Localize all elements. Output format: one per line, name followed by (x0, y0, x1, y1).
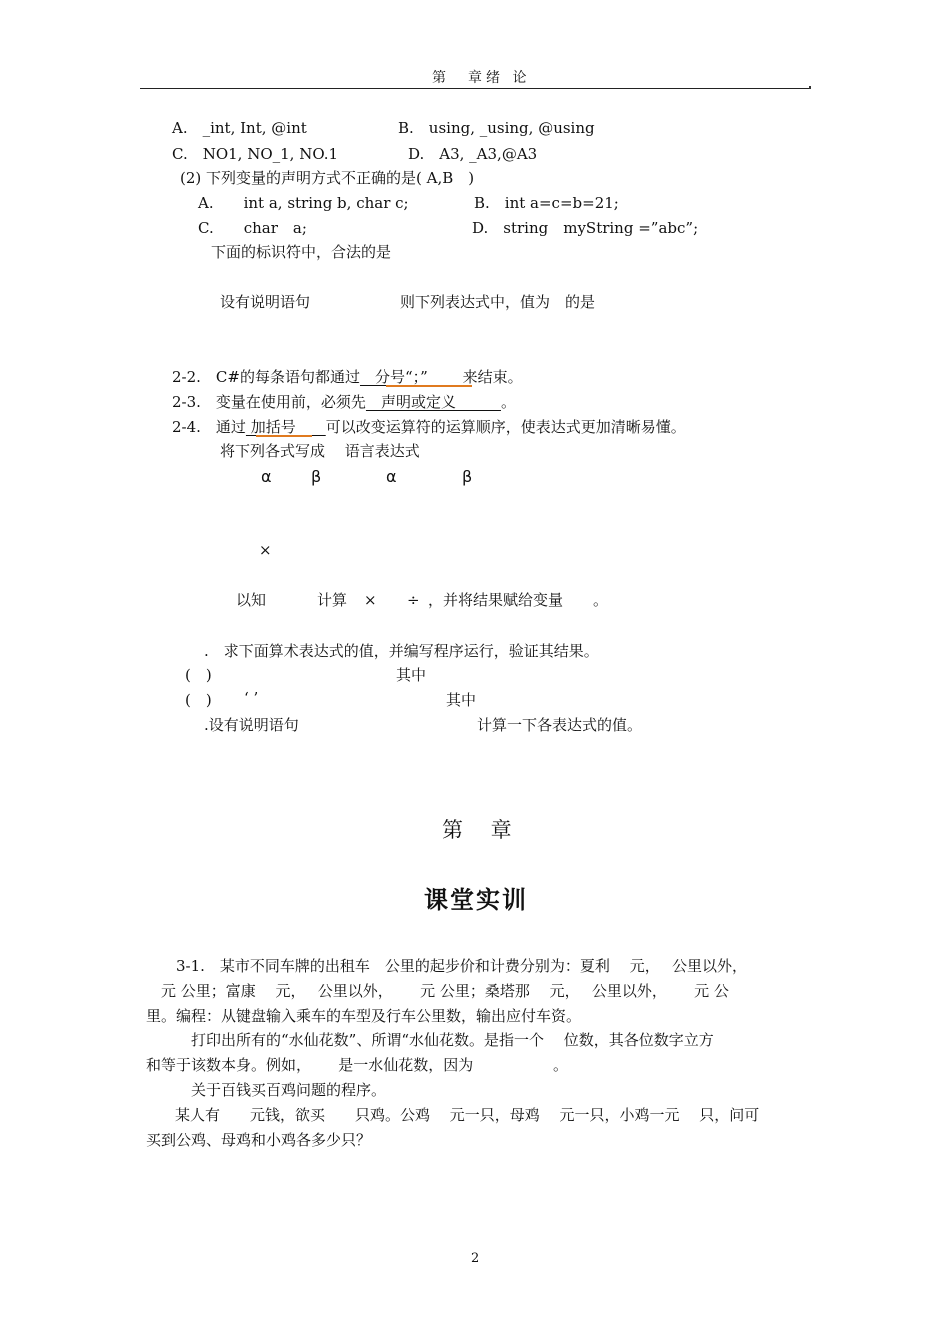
fill-2-4-suffix: 可以改变运算符的运算顺序，使表达式更加清晰易懂。 (325, 418, 686, 436)
fill-2-4 (172, 418, 686, 436)
q2-option-c: C. char a; (198, 219, 307, 237)
fill-2-2-suffix: 来结束。 (462, 368, 523, 386)
fill-2-4-answer: 加括号 (245, 418, 326, 436)
q2-option-a: A. int a, string b, char c; (198, 194, 409, 212)
eval-part-1: ( ) (185, 666, 212, 684)
chapter-label: 第 章 (442, 818, 512, 842)
q1-option-b: B. using, _using, @using (398, 119, 595, 137)
q2-stem: (2) 下列变量的声明方式不正确的是( A,B ) (180, 169, 475, 187)
page-header-title: 第 章绪 论 (432, 70, 531, 86)
alpha-symbol-2: α (386, 467, 397, 486)
exercise-line-4: 打印出所有的“水仙花数”、所谓“水仙花数。是指一个 位数，其各位数字立方 (146, 1031, 714, 1049)
chapter-title: 课堂实训 (424, 886, 528, 914)
convert-title: 将下列各式写成 语言表达式 (220, 442, 420, 460)
q2-option-b: B. int a=c=b=21; (474, 194, 619, 212)
fill-2-4-highlight (256, 435, 312, 437)
fill-2-3-suffix: 。 (500, 393, 516, 411)
exercise-line-2: 元 公里；富康 元， 公里以外， 元 公里；桑塔那 元， 公里以外， 元 公 (146, 982, 729, 1000)
eval-part-2: ( ) (185, 691, 212, 709)
assign-period: 。 (593, 591, 609, 609)
beta-symbol-1: β (311, 467, 322, 486)
eval-title: . 求下面算术表达式的值，并编写程序运行，验证其结果。 (204, 642, 599, 660)
fill-2-3 (172, 393, 516, 411)
eval-part-3: .设有说明语句 (204, 716, 299, 734)
q-identifiers: 下面的标识符中，合法的是 (211, 243, 392, 261)
eval-part-2-where: 其中 (446, 691, 477, 709)
beta-symbol-2: β (462, 467, 473, 486)
q-statement-right: 则下列表达式中，值为 的是 (400, 293, 596, 311)
exercise-line-8: 买到公鸡、母鸡和小鸡各多少只？ (146, 1131, 372, 1149)
q1-option-d: D. A3, _A3,@A3 (408, 145, 538, 163)
times-symbol: × (259, 541, 272, 559)
exercise-line-6: 关于百钱买百鸡问题的程序。 (146, 1081, 387, 1099)
q2-option-d: D. string myString =”abc”; (472, 219, 699, 237)
fill-2-2-prefix: 2-2. C#的每条语句都通过 (172, 368, 360, 386)
exercise-line-1: 3-1. 某市不同车牌的出租车 公里的起步价和计费分别为：夏利 元， 公里以外， (176, 957, 747, 975)
header-rule-end-mark (809, 86, 811, 89)
page-number: 2 (471, 1251, 480, 1266)
fill-2-2 (172, 368, 523, 386)
fill-2-2-blank (443, 368, 463, 386)
q-statement-left: 设有说明语句 (220, 293, 311, 311)
eval-part-2-quotes: ‘ ’ (244, 689, 259, 707)
fill-2-3-prefix: 2-3. 变量在使用前，必须先 (172, 393, 366, 411)
times-operator: × (364, 591, 377, 609)
eval-part-1-where: 其中 (396, 666, 427, 684)
assign-text: ，并将结果赋给变量 (428, 591, 564, 609)
q1-option-a: A. _int, Int, @int (172, 119, 307, 137)
fill-2-4-prefix: 2-4. 通过 (172, 418, 246, 436)
fill-2-2-answer: 分号“；” (359, 368, 443, 386)
exercise-line-7: 某人有 元钱，欲买 只鸡。公鸡 元一只，母鸡 元一只，小鸡一元 只，问可 (160, 1106, 760, 1124)
exercise-line-3: 里。编程：从键盘输入乘车的车型及行车公里数，输出应付车资。 (146, 1007, 582, 1025)
header-rule (140, 88, 810, 89)
exercise-line-5: 和等于该数本身。例如， 是一水仙花数，因为 。 (146, 1056, 569, 1074)
q1-option-c: C. NO1, NO_1, NO.1 (172, 145, 339, 163)
eval-part-3-tail: 计算一下各表达式的值。 (477, 716, 643, 734)
alpha-symbol-1: α (261, 467, 272, 486)
compute-label: 计算 (317, 591, 348, 609)
divide-operator: ÷ (407, 591, 420, 609)
fill-2-3-answer: 声明或定义 (365, 393, 501, 411)
fill-2-2-highlight (386, 385, 472, 387)
known-label: 以知 (236, 591, 267, 609)
